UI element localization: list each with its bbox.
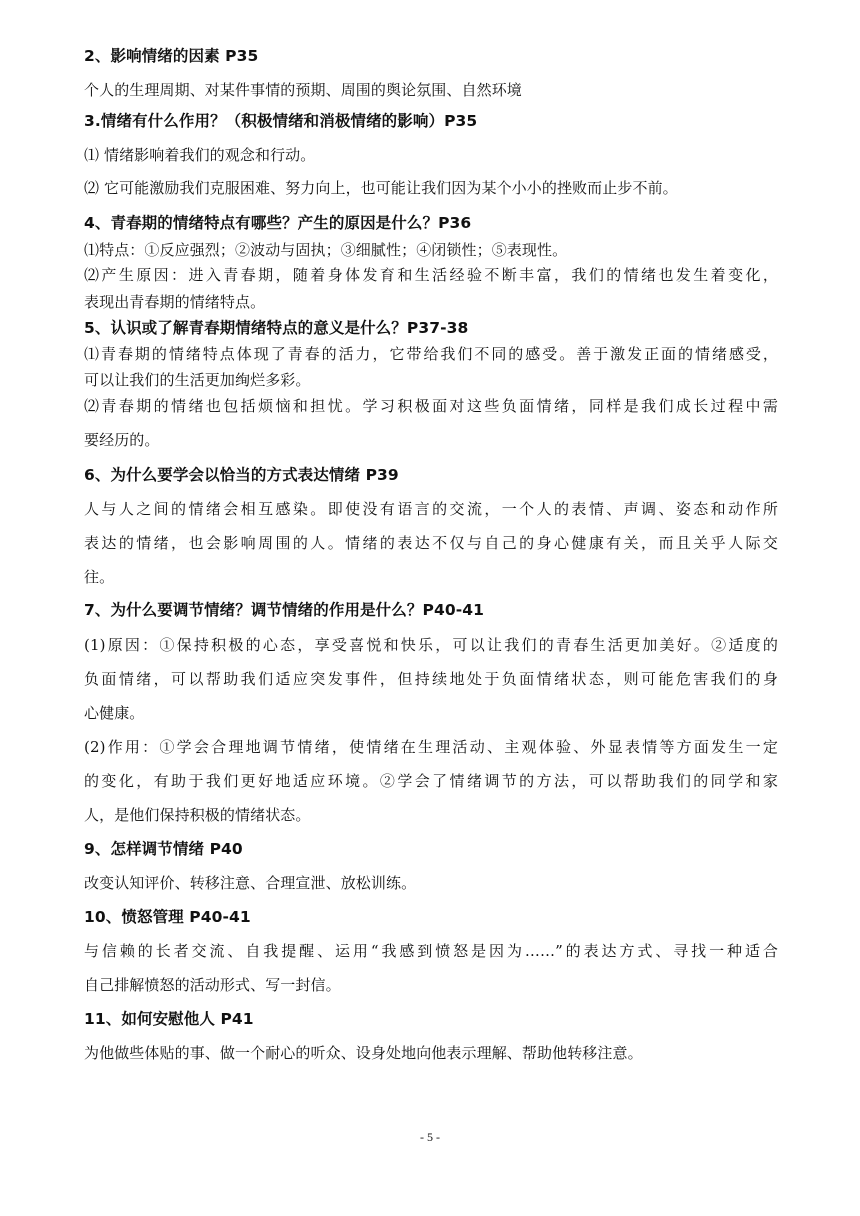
section-heading: 6、为什么要学会以恰当的方式表达情绪 P39: [84, 466, 399, 484]
body-line: 可以让我们的生活更加绚烂多彩。: [84, 371, 311, 389]
body-line: 个人的生理周期、对某件事情的预期、周围的舆论氛围、自然环境: [84, 81, 522, 99]
body-line: ⑴青春期的情绪特点体现了青春的活力，它带给我们不同的感受。善于激发正面的情绪感受，: [84, 345, 778, 363]
body-line: ⑴特点：①反应强烈；②波动与固执；③细腻性；④闭锁性；⑤表现性。: [84, 241, 568, 259]
body-line: 表达的情绪，也会影响周围的人。情绪的表达不仅与自己的身心健康有关，而且关乎人际交: [84, 534, 778, 552]
body-line: (1)原因：①保持积极的心态，享受喜悦和快乐，可以让我们的青春生活更加美好。②适度的: [84, 636, 778, 654]
body-line: 人与人之间的情绪会相互感染。即使没有语言的交流，一个人的表情、声调、姿态和动作所: [84, 500, 778, 518]
body-line: 改变认知评价、转移注意、合理宣泄、放松训练。: [84, 874, 417, 892]
body-line: 人，是他们保持积极的情绪状态。: [84, 806, 311, 824]
section-heading: 10、愤怒管理 P40-41: [84, 908, 251, 926]
body-line: 表现出青春期的情绪特点。: [84, 293, 266, 311]
body-line: ⑴ 情绪影响着我们的观念和行动。: [84, 146, 316, 164]
section-heading: 4、青春期的情绪特点有哪些？产生的原因是什么？P36: [84, 214, 472, 232]
section-heading: 11、如何安慰他人 P41: [84, 1010, 254, 1028]
body-line: (2)作用：①学会合理地调节情绪，使情绪在生理活动、主观体验、外显表情等方面发生一定: [84, 738, 778, 756]
body-line: ⑵产生原因：进入青春期，随着身体发育和生活经验不断丰富，我们的情绪也发生着变化，: [84, 266, 778, 284]
body-line: 往。: [84, 568, 115, 586]
body-line: 心健康。: [84, 704, 145, 722]
body-line: ⑵ 它可能激励我们克服困难、努力向上，也可能让我们因为某个小小的挫败而止步不前。: [84, 179, 678, 197]
body-line: 与信赖的长者交流、自我提醒、运用“我感到愤怒是因为……”的表达方式、寻找一种适合: [84, 942, 778, 960]
section-heading: 2、影响情绪的因素 P35: [84, 47, 259, 65]
body-line: 负面情绪，可以帮助我们适应突发事件，但持续地处于负面情绪状态，则可能危害我们的身: [84, 670, 778, 688]
body-line: ⑵青春期的情绪也包括烦恼和担忧。学习积极面对这些负面情绪，同样是我们成长过程中需: [84, 397, 778, 415]
body-line: 的变化，有助于我们更好地适应环境。②学会了情绪调节的方法，可以帮助我们的同学和家: [84, 772, 778, 790]
body-line: 自己排解愤怒的活动形式、写一封信。: [84, 976, 341, 994]
body-line: 要经历的。: [84, 431, 160, 449]
section-heading: 5、认识或了解青春期情绪特点的意义是什么？P37-38: [84, 319, 469, 337]
body-line: 为他做些体贴的事、做一个耐心的听众、设身处地向他表示理解、帮助他转移注意。: [84, 1044, 643, 1062]
page-number: - 5 -: [420, 1130, 440, 1144]
section-heading: 7、为什么要调节情绪？调节情绪的作用是什么？P40-41: [84, 601, 485, 619]
section-heading: 3.情绪有什么作用？（积极情绪和消极情绪的影响）P35: [84, 112, 478, 130]
section-heading: 9、怎样调节情绪 P40: [84, 840, 243, 858]
